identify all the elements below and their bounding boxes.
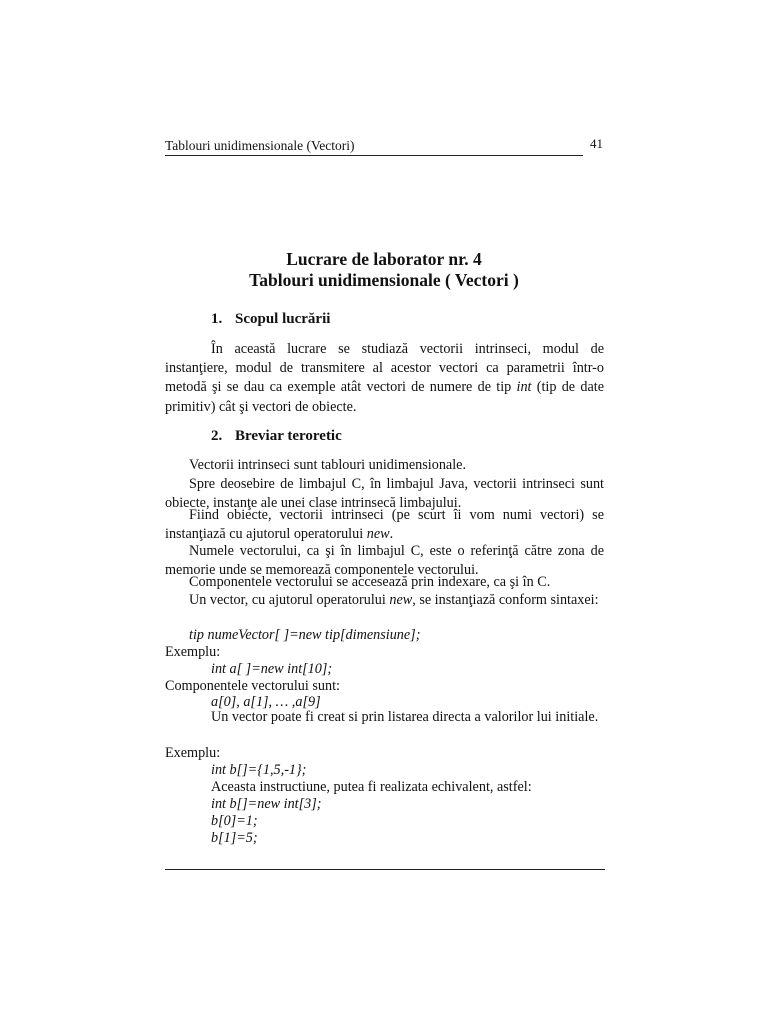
lab-subtitle: Tablouri unidimensionale ( Vectori )	[249, 270, 519, 290]
section-1-title: Scopul lucrării	[235, 311, 331, 327]
breviar-paragraph-4: Numele vectorului, ca şi în limbajul C, este o referinţă către zona de memorie unde se memorează componentele vectorului.	[165, 543, 604, 579]
breviar-paragraph-2: Spre deosebire de limbajul C, în limbajul Java, vectorii intrinseci sunt obiecte, instanţe ale unei clase intrinsecă limbajului.	[165, 476, 604, 512]
keyword-new: new	[389, 592, 413, 608]
example-label: Exemplu:	[165, 644, 221, 660]
components-label: Componentele vectorului sunt:	[165, 678, 340, 694]
breviar-paragraph-5: Componentele vectorului se accesează prin indexare, ca şi în C.	[189, 574, 551, 590]
paragraph-text: Un vector, cu ajutorul operatorului	[189, 592, 390, 608]
code-line: int b[]=new int[3];	[211, 796, 322, 812]
example-code: int a[ ]=new int[10];	[211, 661, 333, 677]
section-1-number: 1.	[211, 311, 223, 327]
breviar-paragraph-3	[165, 506, 604, 544]
paragraph-text: .	[389, 526, 394, 543]
section-1-paragraph	[165, 340, 604, 417]
paragraph-text: (tip de date primitiv) cât şi vectori de obiecte.	[165, 379, 604, 415]
section-1-heading	[211, 311, 330, 328]
header-rule	[165, 155, 583, 156]
breviar-paragraph-7: Un vector poate fi creat si prin listarea directa a valorilor lui initiale.	[211, 709, 599, 725]
components-code: a[0], a[1], … ,a[9]	[211, 694, 321, 710]
keyword-int: int	[516, 379, 532, 396]
example-label: Exemplu:	[165, 745, 221, 761]
paragraph-text: , se instanţiază conform sintaxei:	[412, 592, 599, 608]
code-line: b[0]=1;	[211, 813, 258, 829]
section-2-heading	[211, 428, 342, 445]
breviar-paragraph-1: Vectorii intrinseci sunt tablouri unidimensionale.	[189, 457, 466, 473]
lab-title: Lucrare de laborator nr. 4	[286, 249, 482, 269]
keyword-new: new	[366, 526, 390, 543]
footer-rule	[165, 869, 605, 870]
code-line: b[1]=5;	[211, 830, 258, 846]
page-number: 41	[590, 136, 603, 151]
equivalence-text: Aceasta instructiune, putea fi realizata echivalent, astfel:	[211, 779, 532, 795]
section-2-title: Breviar teroretic	[235, 428, 342, 444]
breviar-paragraph-6	[165, 591, 604, 610]
paragraph-text: Fiind obiecte, vectorii intrinseci (pe scurt îi vom numi vectori) se instanţiază cu ajutorul operatorului	[165, 507, 604, 543]
example-code: int b[]={1,5,-1};	[211, 762, 307, 778]
syntax-line: tip numeVector[ ]=new tip[dimensiune];	[189, 627, 421, 643]
running-header: Tablouri unidimensionale (Vectori)	[165, 138, 355, 153]
paragraph-text: În această lucrare se studiază vectorii intrinseci, modul de instanţiere, modul de transmitere al acestor vectori ca parametrii într-o metodă şi se dau ca exemple atât vectori de numere de tip	[165, 341, 604, 396]
section-2-number: 2.	[211, 428, 223, 444]
